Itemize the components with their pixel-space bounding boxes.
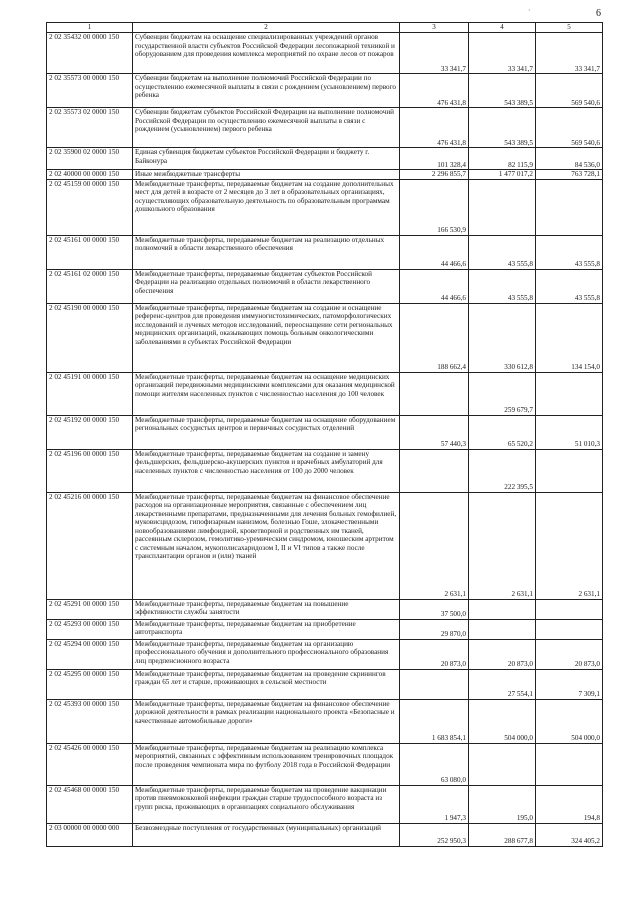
value-cell-col5: 33 341,7 — [536, 33, 603, 74]
table-row — [47, 639, 603, 669]
name-cell: Межбюджетные трансферты, передаваемые бюджетам на создание и оснащение референс-центров для проведения иммуногистохимических, патоморфологических исследований и лучевых методов исследований, переоснащение сети региональных медицинских организаций, оказывающих помощь больным онкологическими заболеваниями в субъектах Российской Федерации — [133, 303, 400, 372]
value-cell-col4: 259 679,7 — [469, 372, 536, 415]
name-cell: Межбюджетные трансферты, передаваемые бюджетам на создание дополнительных мест для детей в возрасте от 2 месяцев до 3 лет в образовательных организациях, осуществляющих образовательную деятельность по образовательным программам дошкольного образования — [133, 179, 400, 235]
value-cell-col5: 324 405,2 — [536, 823, 603, 846]
value-cell-col4: 504 000,0 — [469, 699, 536, 743]
value-cell-col5 — [536, 619, 603, 639]
value-cell-col5: 43 555,8 — [536, 235, 603, 269]
value-cell-col3: 57 440,3 — [400, 415, 469, 449]
table-row — [47, 449, 603, 492]
value-cell-col5 — [536, 372, 603, 415]
header-row — [47, 23, 603, 33]
code-cell: 2 02 45191 00 0000 150 — [47, 372, 133, 415]
value-cell-col4: 543 389,5 — [469, 108, 536, 148]
name-cell: Безвозмездные поступления от государственных (муниципальных) организаций — [133, 823, 400, 846]
value-cell-col5: 2 631,1 — [536, 492, 603, 599]
value-cell-col5 — [536, 179, 603, 235]
value-cell-col5: 43 555,8 — [536, 269, 603, 303]
name-cell: Межбюджетные трансферты, передаваемые бюджетам на проведение вакцинации против пневмококковой инфекции граждан старше трудоспособного возраста из групп риска, проживающих в организациях социального обслуживания — [133, 785, 400, 823]
value-cell-col3: 20 873,0 — [400, 639, 469, 669]
page-number: 6 — [596, 8, 601, 19]
value-cell-col4: 43 555,8 — [469, 235, 536, 269]
value-cell-col4: 330 612,8 — [469, 303, 536, 372]
column-header: 5 — [536, 23, 603, 33]
value-cell-col5: 569 540,6 — [536, 108, 603, 148]
code-cell: 2 02 45216 00 0000 150 — [47, 492, 133, 599]
value-cell-col3: 476 431,8 — [400, 108, 469, 148]
table-row — [47, 269, 603, 303]
table-row — [47, 170, 603, 180]
value-cell-col5 — [536, 449, 603, 492]
name-cell: Иные межбюджетные трансферты — [133, 170, 400, 180]
value-cell-col3: 2 296 855,7 — [400, 170, 469, 180]
table-row — [47, 823, 603, 846]
name-cell: Межбюджетные трансферты, передаваемые бюджетам на организацию профессионального обучения и дополнительного профессионального образования лиц предпенсионного возраста — [133, 639, 400, 669]
table-row — [47, 415, 603, 449]
value-cell-col3: 1 683 854,1 — [400, 699, 469, 743]
value-cell-col5: 20 873,0 — [536, 639, 603, 669]
table-row — [47, 303, 603, 372]
value-cell-col3: 37 500,0 — [400, 599, 469, 619]
value-cell-col4: 20 873,0 — [469, 639, 536, 669]
value-cell-col3: 476 431,8 — [400, 74, 469, 108]
code-cell: 2 02 35432 00 0000 150 — [47, 33, 133, 74]
code-cell: 2 02 45294 00 0000 150 — [47, 639, 133, 669]
table-row — [47, 599, 603, 619]
value-cell-col3: 188 662,4 — [400, 303, 469, 372]
value-cell-col4: 65 520,2 — [469, 415, 536, 449]
code-cell: 2 02 45295 00 0000 150 — [47, 669, 133, 699]
table-row — [47, 699, 603, 743]
value-cell-col5: 134 154,0 — [536, 303, 603, 372]
scan-speck: · — [528, 6, 531, 15]
name-cell: Субвенции бюджетам субъектов Российской Федерации на выполнение полномочий Российской Федерации по осуществлению ежемесячной выплаты в связи с рождением (усыновлением) первого ребенка — [133, 108, 400, 148]
code-cell: 2 02 45161 00 0000 150 — [47, 235, 133, 269]
value-cell-col3: 166 530,9 — [400, 179, 469, 235]
table-row — [47, 235, 603, 269]
column-header: 2 — [133, 23, 400, 33]
value-cell-col4: 222 395,5 — [469, 449, 536, 492]
code-cell: 2 02 45426 00 0000 150 — [47, 743, 133, 785]
code-cell: 2 02 45196 00 0000 150 — [47, 449, 133, 492]
value-cell-col3: 44 466,6 — [400, 269, 469, 303]
table-row — [47, 74, 603, 108]
code-cell: 2 02 45393 00 0000 150 — [47, 699, 133, 743]
value-cell-col5: 763 728,1 — [536, 170, 603, 180]
value-cell-col4: 2 631,1 — [469, 492, 536, 599]
budget-table — [46, 22, 603, 847]
code-cell: 2 02 45192 00 0000 150 — [47, 415, 133, 449]
name-cell: Межбюджетные трансферты, передаваемые бюджетам на проведение скринингов граждан 65 лет и старше, проживающих в сельской местности — [133, 669, 400, 699]
table-row — [47, 492, 603, 599]
value-cell-col3 — [400, 669, 469, 699]
value-cell-col4: 43 555,8 — [469, 269, 536, 303]
name-cell: Межбюджетные трансферты, передаваемые бюджетам на финансовое обеспечение расходов на организационные мероприятия, связанные с обеспечением лиц лекарственными препаратами, предназначенными для лечения больных гемофилией, муковисцидозом, гипофизарным нанизмом, болезнью Гоше, злокачественными новообразованиями лимфоидной, кроветворной и родственных им тканей, рассеянным склерозом, гемолитико-уремическим синдромом, юношеским артритом с системным началом, мукополисахаридозом I, II и VI типов а также после трансплантации органов и (или) тканей — [133, 492, 400, 599]
value-cell-col4 — [469, 599, 536, 619]
code-cell: 2 02 45190 00 0000 150 — [47, 303, 133, 372]
column-header: 1 — [47, 23, 133, 33]
code-cell: 2 02 40000 00 0000 150 — [47, 170, 133, 180]
value-cell-col3: 44 466,6 — [400, 235, 469, 269]
value-cell-col4 — [469, 619, 536, 639]
value-cell-col5: 194,8 — [536, 785, 603, 823]
code-cell: 2 03 00000 00 0000 000 — [47, 823, 133, 846]
table-row — [47, 372, 603, 415]
name-cell: Межбюджетные трансферты, передаваемые бюджетам на повышение эффективности службы занятости — [133, 599, 400, 619]
code-cell: 2 02 45161 02 0000 150 — [47, 269, 133, 303]
value-cell-col5: 51 010,3 — [536, 415, 603, 449]
column-header: 3 — [400, 23, 469, 33]
value-cell-col4: 543 389,5 — [469, 74, 536, 108]
value-cell-col3: 252 950,3 — [400, 823, 469, 846]
value-cell-col4: 82 115,9 — [469, 148, 536, 170]
value-cell-col5: 504 000,0 — [536, 699, 603, 743]
table-row — [47, 785, 603, 823]
table-row — [47, 669, 603, 699]
name-cell: Субвенции бюджетам на оснащение специализированных учреждений органов государственной власти субъектов Российской Федерации лесопожарной техникой и оборудованием для проведения комплекса мероприятий по охране лесов от пожаров — [133, 33, 400, 74]
name-cell: Межбюджетные трансферты, передаваемые бюджетам субъектов Российской Федерации на реализацию отдельных полномочий в области лекарственного обеспечения — [133, 269, 400, 303]
table-row — [47, 619, 603, 639]
value-cell-col3: 63 080,0 — [400, 743, 469, 785]
code-cell: 2 02 35573 02 0000 150 — [47, 108, 133, 148]
code-cell: 2 02 45468 00 0000 150 — [47, 785, 133, 823]
value-cell-col5 — [536, 743, 603, 785]
value-cell-col3: 101 328,4 — [400, 148, 469, 170]
table-row — [47, 743, 603, 785]
name-cell: Межбюджетные трансферты, передаваемые бюджетам на реализацию комплекса мероприятий, связанных с эффективным использованием тренировочных площадок после проведения чемпионата мира по футболу 2018 года в Российской Федерации — [133, 743, 400, 785]
value-cell-col5 — [536, 599, 603, 619]
value-cell-col4: 33 341,7 — [469, 33, 536, 74]
value-cell-col4: 1 477 017,2 — [469, 170, 536, 180]
value-cell-col3: 33 341,7 — [400, 33, 469, 74]
value-cell-col3: 1 947,3 — [400, 785, 469, 823]
value-cell-col3 — [400, 449, 469, 492]
code-cell: 2 02 45159 00 0000 150 — [47, 179, 133, 235]
name-cell: Субвенции бюджетам на выполнение полномочий Российской Федерации по осуществлению ежемесячной выплаты в связи с рождением (усыновлением) первого ребенка — [133, 74, 400, 108]
name-cell: Межбюджетные трансферты, передаваемые бюджетам на реализацию отдельных полномочий в области лекарственного обеспечения — [133, 235, 400, 269]
name-cell: Межбюджетные трансферты, передаваемые бюджетам на оснащение медицинских организаций передвижными медицинскими комплексами для оказания медицинской помощи жителям населенных пунктов с численностью населения до 100 человек — [133, 372, 400, 415]
value-cell-col4: 195,0 — [469, 785, 536, 823]
value-cell-col4: 27 554,1 — [469, 669, 536, 699]
name-cell: Межбюджетные трансферты, передаваемые бюджетам на финансовое обеспечение дорожной деятельности в рамках реализации национального проекта «Безопасные и качественные автомобильные дороги» — [133, 699, 400, 743]
value-cell-col3: 29 870,0 — [400, 619, 469, 639]
table-row — [47, 33, 603, 74]
code-cell: 2 02 45293 00 0000 150 — [47, 619, 133, 639]
table-row — [47, 179, 603, 235]
value-cell-col5: 569 540,6 — [536, 74, 603, 108]
column-header: 4 — [469, 23, 536, 33]
code-cell: 2 02 35573 00 0000 150 — [47, 74, 133, 108]
name-cell: Единая субвенция бюджетам субъектов Российской Федерации и бюджету г. Байконура — [133, 148, 400, 170]
value-cell-col3 — [400, 372, 469, 415]
table-row — [47, 148, 603, 170]
name-cell: Межбюджетные трансферты, передаваемые бюджетам на оснащение оборудованием региональных сосудистых центров и первичных сосудистых отделений — [133, 415, 400, 449]
value-cell-col4 — [469, 743, 536, 785]
value-cell-col3: 2 631,1 — [400, 492, 469, 599]
code-cell: 2 02 45291 00 0000 150 — [47, 599, 133, 619]
value-cell-col5: 84 536,0 — [536, 148, 603, 170]
name-cell: Межбюджетные трансферты, передаваемые бюджетам на приобретение автотранспорта — [133, 619, 400, 639]
code-cell: 2 02 35900 02 0000 150 — [47, 148, 133, 170]
value-cell-col5: 7 309,1 — [536, 669, 603, 699]
value-cell-col4 — [469, 179, 536, 235]
table-row — [47, 108, 603, 148]
name-cell: Межбюджетные трансферты, передаваемые бюджетам на создание и замену фельдшерских, фельдшерско-акушерских пунктов и врачебных амбулаторий для населенных пунктов с численностью населения от 100 до 2000 человек — [133, 449, 400, 492]
value-cell-col4: 288 677,8 — [469, 823, 536, 846]
